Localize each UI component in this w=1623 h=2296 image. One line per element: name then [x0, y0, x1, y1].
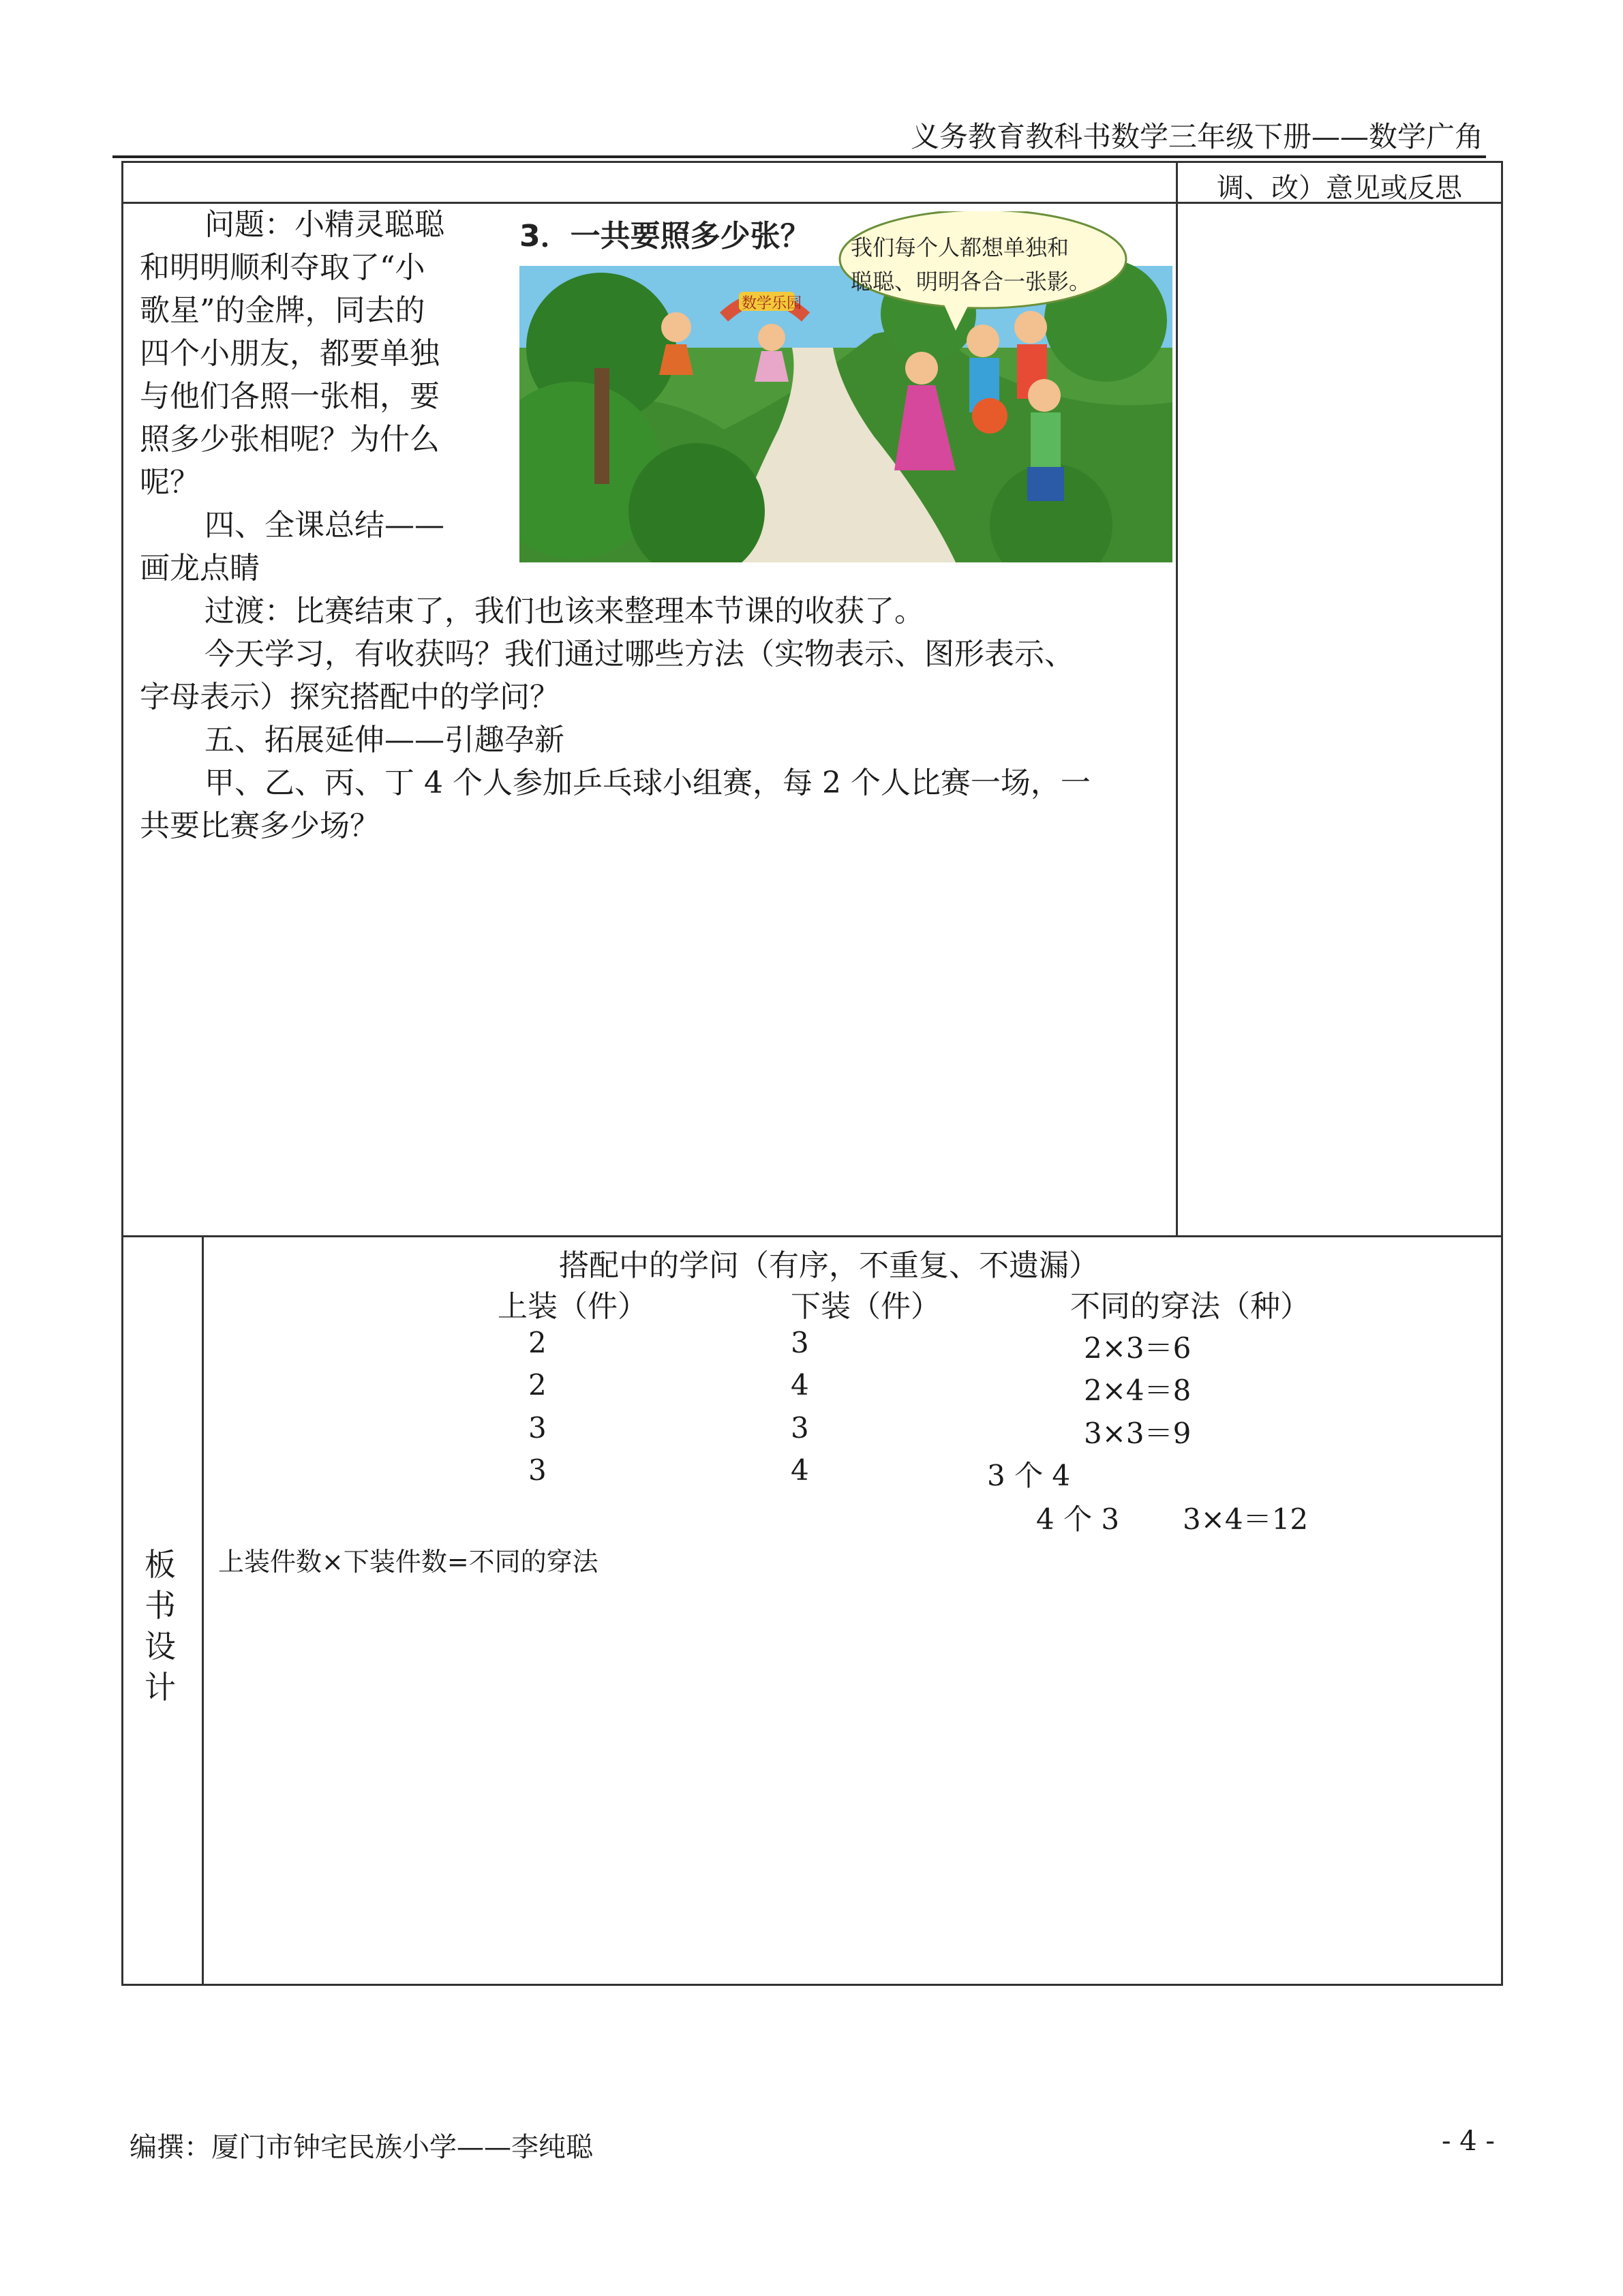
- extension-heading: 五、拓展延伸——引趣孕新: [204, 723, 564, 757]
- board-title: 搭配中的学问（有序，不重复、不遗漏）: [559, 1248, 1099, 1283]
- row-1-result: 2×3＝6: [1084, 1331, 1192, 1365]
- header-bottoms: 下装（件）: [791, 1289, 941, 1324]
- extension-problem-line: 甲、乙、丙、丁 4 个人参加乒乓球小组赛，每 2 个人比赛一场，一: [204, 766, 1091, 800]
- page-number: - 4 -: [1442, 2126, 1495, 2157]
- summary-heading-line: 四、全课总结——: [204, 508, 444, 543]
- header-title: 义务教育教科书数学三年级下册——数学广角: [910, 120, 1483, 153]
- row-1-bottoms: 3: [791, 1326, 809, 1359]
- row-4-product: 3×4＝12: [1183, 1502, 1309, 1536]
- row-2-tops: 2: [528, 1368, 547, 1402]
- board-label-column-border: [202, 1235, 204, 1986]
- problem-paragraph: [140, 203, 494, 590]
- board-design-label: [143, 1544, 177, 1708]
- speech-bubble-line-2: 聪聪、明明各合一张影。: [851, 269, 1091, 294]
- problem-line: 与他们各照一张相，要: [140, 379, 440, 414]
- speech-bubble-line-1: 我们每个人都想单独和: [851, 235, 1070, 260]
- review-line: 今天学习，有收获吗？我们通过哪些方法（实物表示、图形表示、: [204, 637, 1074, 671]
- problem-line: 呢？: [140, 465, 200, 500]
- board-label-char: 设: [145, 1628, 176, 1665]
- problem-line: 歌星”的金牌，同去的: [140, 293, 425, 328]
- row-4-tops: 3: [528, 1453, 547, 1487]
- row-4-result: 3 个 4: [987, 1459, 1071, 1492]
- table-left-border: [121, 161, 123, 1986]
- row-3-bottoms: 3: [791, 1411, 809, 1445]
- table-top-border: [121, 161, 1503, 163]
- board-section-top-border: [121, 1235, 1503, 1237]
- problem-line: 四个小朋友，都要单独: [140, 336, 440, 371]
- transition-text: 过渡：比赛结束了，我们也该来整理本节课的收获了。: [204, 594, 924, 629]
- row-2-bottoms: 4: [791, 1368, 809, 1402]
- header-tops: 上装（件）: [498, 1289, 648, 1324]
- row-2-result: 2×4＝8: [1084, 1374, 1192, 1407]
- board-formula: 上装件数×下装件数=不同的穿法: [218, 1547, 598, 1577]
- row-4-alt-grouping: 4 个 3: [1036, 1502, 1120, 1536]
- row-4-bottoms: 4: [791, 1453, 809, 1487]
- review-line: 字母表示）探究搭配中的学问？: [140, 680, 560, 714]
- board-label-char: 计: [145, 1669, 176, 1706]
- summary-heading-line: 画龙点睛: [140, 551, 260, 586]
- problem-line: 和明明顺利夺取了“小: [140, 250, 425, 285]
- problem-line: 问题：小精灵聪聪: [204, 207, 444, 242]
- illustration-caption: 3．一共要照多少张？: [519, 219, 810, 254]
- table-right-border: [1501, 161, 1503, 1986]
- header-rule: [112, 155, 1486, 158]
- footer-author: 编撰：厦门市钟宅民族小学——李纯聪: [130, 2132, 593, 2163]
- lesson-illustration: [519, 211, 1172, 562]
- row-3-result: 3×3＝9: [1084, 1417, 1192, 1450]
- arch-sign: 数学乐园: [742, 295, 802, 312]
- board-label-char: 板: [145, 1546, 176, 1583]
- table-bottom-border: [121, 1984, 1503, 1986]
- problem-line: 照多少张相呢？为什么: [140, 422, 440, 457]
- row-3-tops: 3: [528, 1411, 547, 1445]
- reflection-column-header: 调、改）意见或反思: [1217, 172, 1462, 204]
- header-combinations: 不同的穿法（种）: [1070, 1289, 1310, 1324]
- lesson-continuation: [140, 590, 1162, 847]
- reflection-column-border: [1176, 161, 1178, 1237]
- row-1-tops: 2: [528, 1326, 547, 1359]
- extension-problem-line: 共要比赛多少场？: [140, 809, 380, 843]
- board-label-char: 书: [145, 1587, 176, 1624]
